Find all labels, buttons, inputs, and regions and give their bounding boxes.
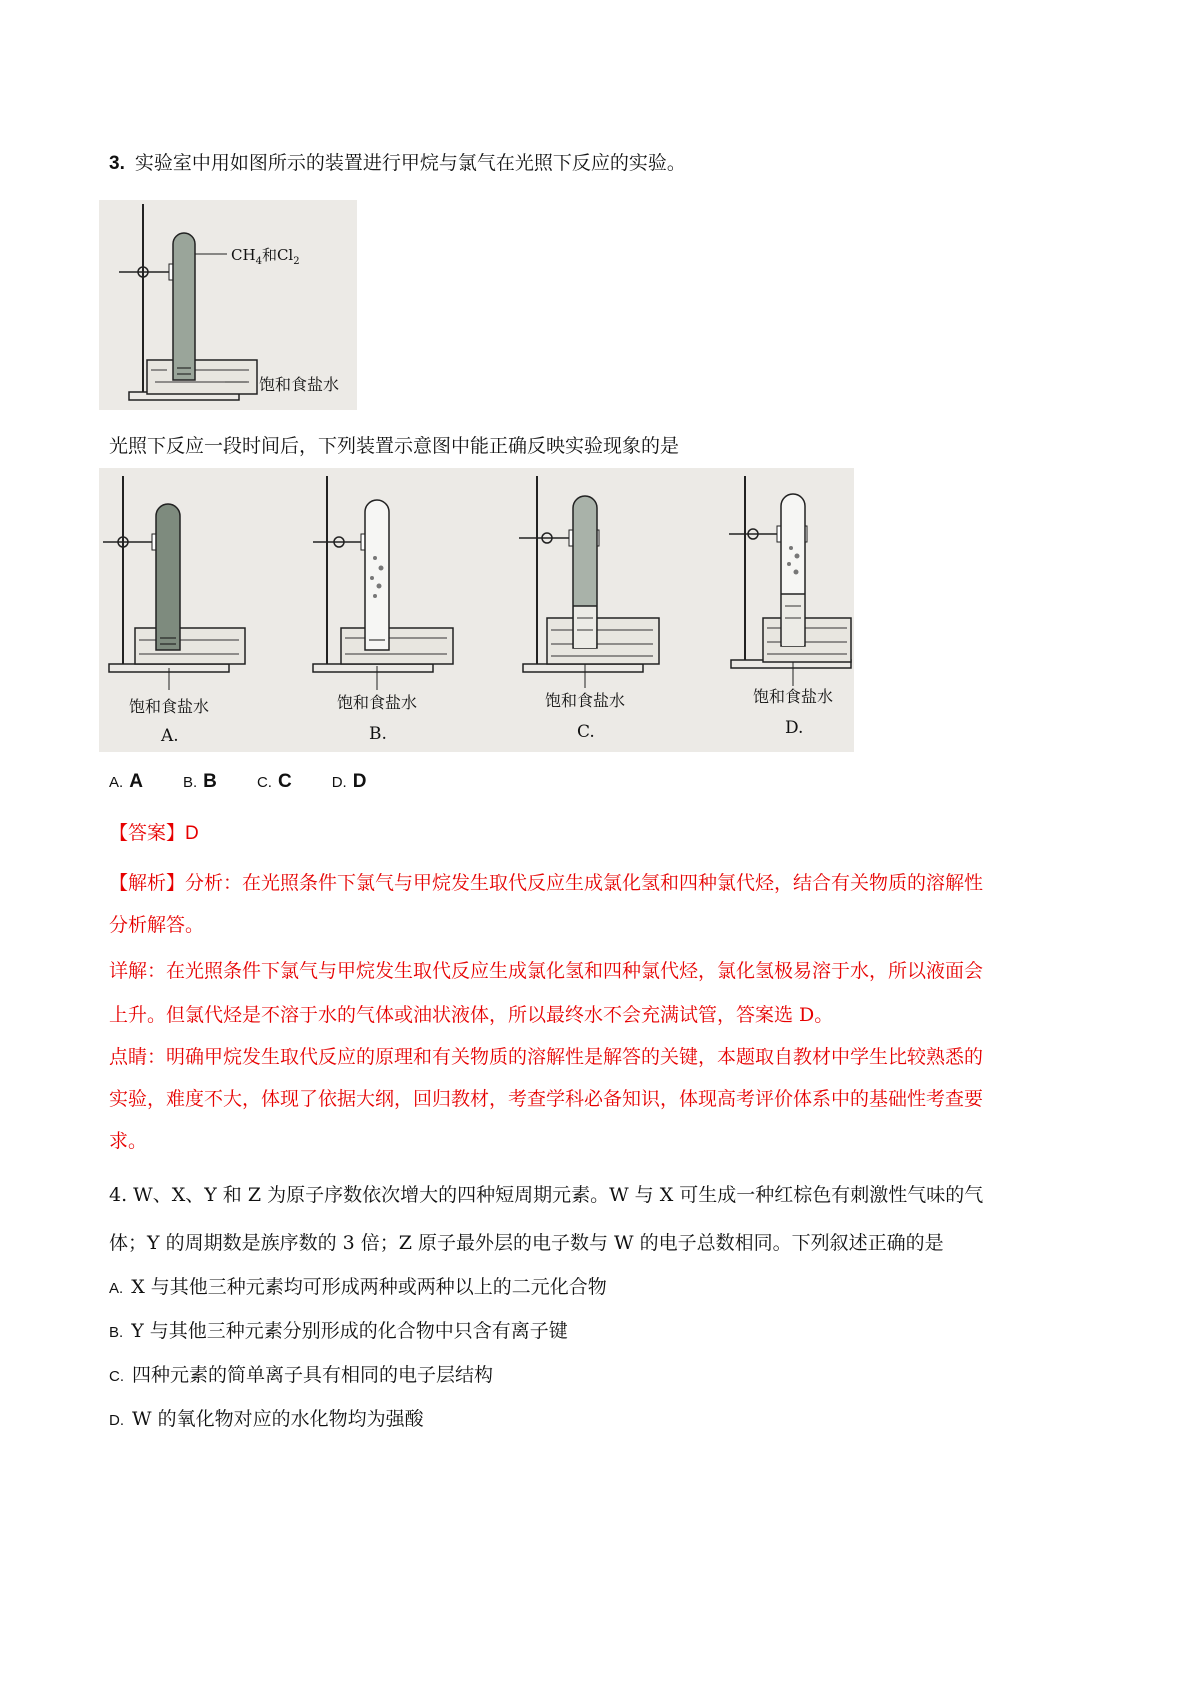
q4-stem-line2: 体；Y 的周期数是族序数的 3 倍；Z 原子最外层的电子数与 W 的电子总数相同。下列叙述正确的是 <box>109 1232 944 1254</box>
setup-figure <box>99 200 357 410</box>
options-figure <box>99 468 854 752</box>
q3-analysis-line2: 分析解答。 <box>109 914 205 936</box>
answer-label: 【答案】 <box>109 822 186 844</box>
q3-comment-line2: 实验，难度不大，体现了依据大纲，回归教材，考查学科必备知识，体现高考评价体系中的基础性考查要 <box>109 1088 984 1110</box>
q3-stem-text: 实验室中用如图所示的装置进行甲烷与氯气在光照下反应的实验。 <box>134 152 686 174</box>
q4-stem-line1: 4. W、X、Y 和 Z 为原子序数依次增大的四种短周期元素。W 与 X 可生成一种红棕色有刺激性气味的气 <box>109 1184 984 1206</box>
q3-option-c[interactable]: C. C <box>256 771 292 792</box>
q3-comment-line3: 求。 <box>109 1130 148 1152</box>
q3-option-a[interactable]: A. A <box>109 771 143 792</box>
q4-option-b[interactable]: B. Y 与其他三种元素分别形成的化合物中只含有离子键 <box>109 1320 568 1342</box>
q3-detail-line1: 详解：在光照条件下氯气与甲烷发生取代反应生成氯化氢和四种氯代烃，氯化氢极易溶于水，所以液面会 <box>109 960 984 982</box>
q3-analysis-line1: 【解析】分析：在光照条件下氯气与甲烷发生取代反应生成氯化氢和四种氯代烃，结合有关物质的溶解性 <box>109 872 984 894</box>
panel-a-drawing <box>103 476 245 690</box>
panel-b-drawing <box>313 476 453 690</box>
q4-option-c[interactable]: C. 四种元素的简单离子具有相同的电子层结构 <box>109 1364 494 1386</box>
panel-c-drawing <box>519 476 659 688</box>
q3-answer <box>109 820 199 847</box>
panel-b-label: B. <box>369 724 387 744</box>
answer-value: D <box>185 823 199 844</box>
q3-stem <box>109 150 686 177</box>
panel-c-liquid: 饱和食盐水 <box>545 691 626 710</box>
q3-option-d[interactable]: D. D <box>331 771 367 792</box>
analysis-label: 【解析】 <box>109 872 186 894</box>
q4-option-d[interactable]: D. W 的氧化物对应的水化物均为强酸 <box>109 1408 424 1430</box>
setup-liquid-label: 饱和食盐水 <box>259 375 340 394</box>
q3-comment-line1: 点睛：明确甲烷发生取代反应的原理和有关物质的溶解性是解答的关键，本题取自教材中学生比较熟悉的 <box>109 1046 984 1068</box>
panel-a-label: A. <box>161 726 179 746</box>
panel-a-liquid: 饱和食盐水 <box>129 697 210 716</box>
panel-b-liquid: 饱和食盐水 <box>337 693 418 712</box>
panel-d-liquid: 饱和食盐水 <box>753 687 834 706</box>
q4-option-a[interactable]: A. X 与其他三种元素均可形成两种或两种以上的二元化合物 <box>109 1276 607 1298</box>
q3-stem2: 光照下反应一段时间后，下列装置示意图中能正确反映实验现象的是 <box>109 435 680 457</box>
panel-d-label: D. <box>785 718 804 738</box>
panel-c-label: C. <box>577 722 595 742</box>
panel-d-drawing <box>729 476 851 686</box>
q3-options <box>109 770 400 793</box>
q3-option-b[interactable]: B. B <box>182 771 217 792</box>
setup-gas-label: $CH_4$和$Cl_2$ <box>231 246 300 267</box>
q3-number: 3. <box>109 153 125 174</box>
q3-detail-line2: 上升。但氯代烃是不溶于水的气体或油状液体，所以最终水不会充满试管，答案选 D。 <box>109 1004 834 1026</box>
